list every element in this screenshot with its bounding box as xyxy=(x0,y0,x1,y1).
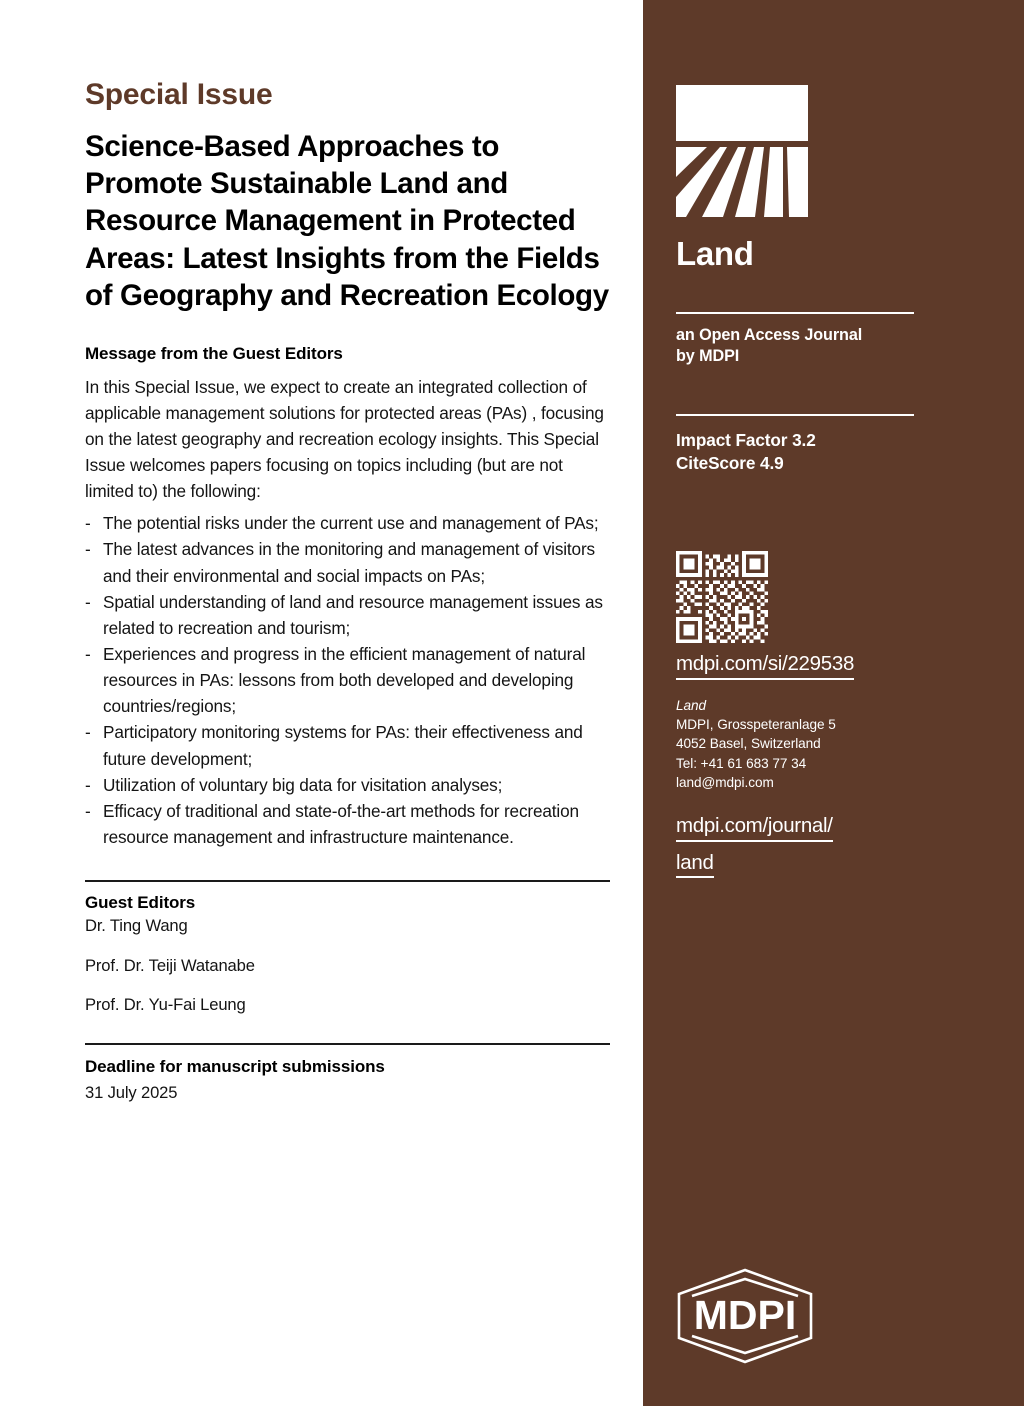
mdpi-publisher-logo xyxy=(672,1266,818,1366)
journal-link-container xyxy=(676,814,1024,878)
contact-address xyxy=(676,696,1024,792)
deadline-date: 31 July 2025 xyxy=(85,1082,178,1102)
list-item xyxy=(85,641,610,719)
bullet-dash: - xyxy=(85,774,91,795)
guest-editor-name: Prof. Dr. Teiji Watanabe xyxy=(85,955,255,975)
address-line-2: 4052 Basel, Switzerland xyxy=(676,736,821,752)
guest-editors-heading: Guest Editors xyxy=(85,893,196,913)
bullet-dash: - xyxy=(85,513,91,534)
special-issue-url-link[interactable]: mdpi.com/si/229538 xyxy=(676,652,854,680)
impact-factor-value: Impact Factor 3.2 xyxy=(676,430,816,451)
special-issue-kicker: Special Issue xyxy=(85,78,273,111)
journal-title: Land xyxy=(676,235,754,272)
bullet-dash: - xyxy=(85,591,91,612)
deadline-block xyxy=(85,1045,610,1103)
list-item xyxy=(85,719,610,771)
bullet-dash: - xyxy=(85,800,91,821)
flyer-sidebar xyxy=(643,0,1024,1406)
deadline-heading: Deadline for manuscript submissions xyxy=(85,1056,385,1076)
open-access-line-2: by MDPI xyxy=(676,346,740,365)
sidebar-divider-open-access xyxy=(676,312,914,314)
guest-editors-block xyxy=(85,882,610,1016)
guest-editor-name: Dr. Ting Wang xyxy=(85,916,188,936)
message-heading: Message from the Guest Editors xyxy=(85,344,343,364)
journal-metrics xyxy=(676,429,1024,474)
list-item-text: Efficacy of traditional and state-of-the-art methods for recreation resource management and infrastructure maintenance. xyxy=(103,800,579,847)
bullet-dash: - xyxy=(85,722,91,743)
bullet-dash: - xyxy=(85,643,91,664)
list-item-text: Utilization of voluntary big data for visitation analyses; xyxy=(103,774,503,795)
list-item-text: Spatial understanding of land and resource management issues as related to recreation and tourism; xyxy=(103,591,603,638)
address-phone: Tel: +41 61 683 77 34 xyxy=(676,755,807,771)
open-access-label xyxy=(676,325,1024,366)
guest-editor-name: Prof. Dr. Yu-Fai Leung xyxy=(85,995,246,1015)
bullet-dash: - xyxy=(85,539,91,560)
list-item-text: Participatory monitoring systems for PAs: their effectiveness and future development; xyxy=(103,722,583,769)
list-item xyxy=(85,772,610,798)
list-item xyxy=(85,510,610,536)
topics-list xyxy=(85,510,610,850)
cite-score-value: CiteScore 4.9 xyxy=(676,452,784,473)
list-item-text: Experiences and progress in the efficient management of natural resources in PAs: lessons from both developed and developing countries/regions; xyxy=(103,643,586,717)
sidebar-divider-metrics xyxy=(676,414,914,416)
mdpi-logo-text: MDPI xyxy=(693,1292,797,1338)
address-line-1: MDPI, Grosspeteranlage 5 xyxy=(676,717,836,733)
special-issue-link-container xyxy=(676,652,1024,680)
journal-url-link-line-1[interactable]: mdpi.com/journal/ xyxy=(676,814,833,842)
list-item xyxy=(85,589,610,641)
land-journal-logo xyxy=(676,85,1024,217)
special-issue-title: Science-Based Approaches to Promote Sustainable Land and Resource Management in Protected Areas: Latest Insights from the Fields of Geography and Recreation Ecology xyxy=(85,129,609,312)
list-item-text: The latest advances in the monitoring and management of visitors and their environmental and social impacts on PAs; xyxy=(103,539,595,586)
address-journal-name: Land xyxy=(676,697,707,713)
list-item xyxy=(85,798,610,850)
open-access-line-1: an Open Access Journal xyxy=(676,326,863,344)
qr-code[interactable] xyxy=(676,551,768,643)
list-item xyxy=(85,536,610,588)
journal-url-link-line-2[interactable]: land xyxy=(676,851,714,879)
message-body: In this Special Issue, we expect to create an integrated collection of applicable management solutions for protected areas (PAs) , focusing on the latest geography and recreation ecology insights. This Special Issue welcomes papers focusing on topics including (but are not limited to) the following: xyxy=(85,376,604,502)
address-email: land@mdpi.com xyxy=(676,774,774,790)
list-item-text: The potential risks under the current use and management of PAs; xyxy=(103,513,599,534)
